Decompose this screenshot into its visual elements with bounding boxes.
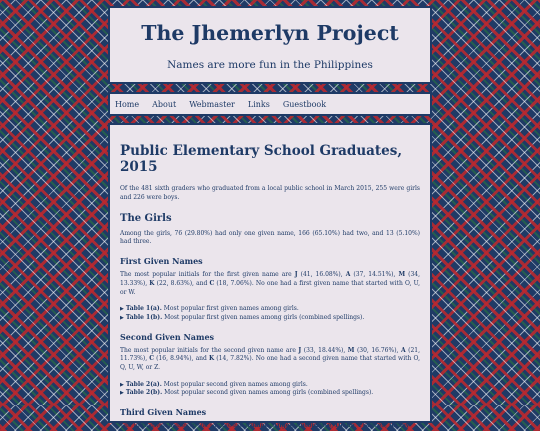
third-names-paragraph: The third given names in the sample are Allaine, Angel, Antoinette, Diane, Frances, Jersey xyxy=(120,422,410,429)
table-link-1b[interactable]: ▶ Table 1(b). Most popular first given names among girls (combined spellings). xyxy=(120,313,365,321)
nav-about[interactable]: About xyxy=(152,99,177,109)
expand-triangle-icon: ▶ xyxy=(120,390,124,397)
table-link-1a[interactable]: ▶ Table 1(a). Most popular first given names among girls. xyxy=(120,305,299,313)
expand-triangle-icon: ▶ xyxy=(120,306,124,313)
nav-links[interactable]: Links xyxy=(247,99,270,109)
expand-triangle-icon: ▶ xyxy=(120,381,124,388)
girls-heading: The Girls xyxy=(120,212,172,224)
main-content xyxy=(108,123,432,429)
girls-paragraph: Among the girls, 76 (29.80%) had only one given name, 166 (65.10%) had two, and 13 (5.10%) had three. xyxy=(120,229,420,246)
nav-webmaster[interactable]: Webmaster xyxy=(189,99,235,109)
table-link-2b[interactable]: ▶ Table 2(b). Most popular second given names among girls (combined spellings). xyxy=(120,389,374,397)
second-names-tables xyxy=(120,381,420,398)
site-tagline: Names are more fun in the Philippines xyxy=(167,58,373,71)
third-names-heading: Third Given Names xyxy=(120,407,207,417)
first-names-tables xyxy=(120,305,420,322)
second-names-paragraph: The most popular initials for the second given name are J (33, 18.44%), M (30, 16.76%), A (21, 11.73%), C (16, 8.94%), and K (14, 7.82%). No one had a second given name that started with O, Q, U, W, or Z. xyxy=(120,346,420,371)
page-title: Public Elementary School Graduates, 2015 xyxy=(120,143,403,176)
first-names-paragraph: The most popular initials for the first given name are J (41, 16.08%), A (37, 14.51%), M (34, 13.33%), K (22, 8.63%), and C (18, 7.06%). No one had a first given name that started with O, U, or W. xyxy=(120,271,421,296)
nav-home[interactable]: Home xyxy=(115,99,140,109)
main-nav xyxy=(108,92,432,116)
site-header xyxy=(108,6,432,84)
expand-triangle-icon: ▶ xyxy=(120,314,124,321)
second-names-heading: Second Given Names xyxy=(120,331,215,342)
first-names-heading: First Given Names xyxy=(120,256,203,267)
intro-paragraph: Of the 481 sixth graders who graduated from a local public school in March 2015, 255 were girls and 226 were boys. xyxy=(120,185,420,202)
site-title[interactable]: The Jhemerlyn Project xyxy=(141,21,399,45)
table-link-2a[interactable]: ▶ Table 2(a). Most popular second given names among girls. xyxy=(120,380,308,388)
nav-guestbook[interactable]: Guestbook xyxy=(282,99,327,109)
